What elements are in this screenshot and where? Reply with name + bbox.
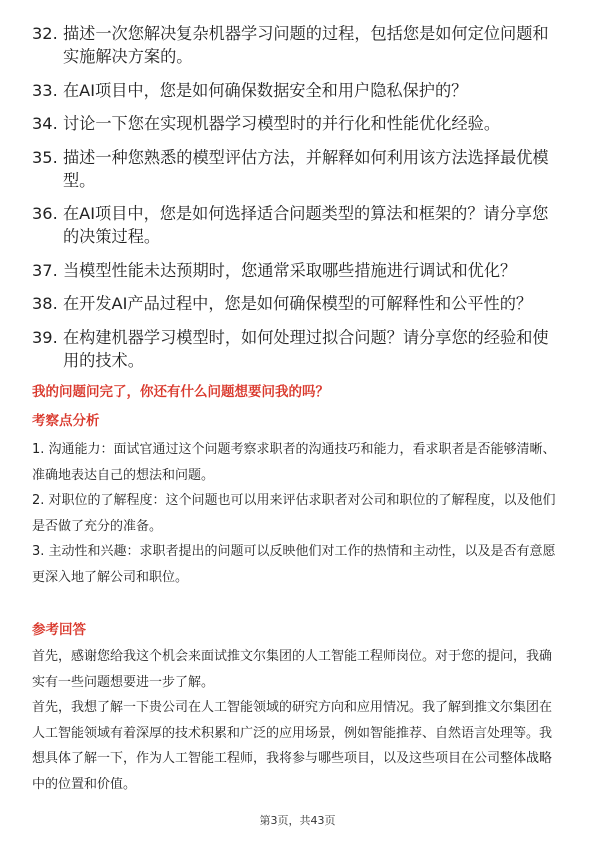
question-text: 当模型性能未达预期时，您通常采取哪些措施进行调试和优化？ [63, 260, 517, 280]
list-item [32, 22, 562, 68]
question-text: 在AI项目中，您是如何确保数据安全和用户隐私保护的？ [63, 80, 468, 100]
question-text: 在AI项目中，您是如何选择适合问题类型的算法和框架的？请分享您的决策过程。 [63, 204, 549, 246]
question-number: 39. [32, 327, 58, 347]
list-item [32, 292, 562, 315]
analysis-point: 2. 对职位的了解程度：这个问题也可以用来评估求职者对公司和职位的了解程度，以及他们是否做了充分的准备。 [32, 493, 556, 534]
analysis-section [32, 411, 562, 590]
analysis-heading: 考察点分析 [32, 413, 100, 429]
question-text: 讨论一下您在实现机器学习模型时的并行化和性能优化经验。 [63, 114, 501, 133]
list-item [32, 259, 562, 282]
question-text: 描述一种您熟悉的模型评估方法，并解释如何利用该方法选择最优模型。 [63, 147, 549, 190]
question-number: 34. [32, 114, 58, 133]
question-number: 35. [32, 147, 58, 167]
list-item [32, 79, 562, 102]
list-item [32, 326, 562, 372]
question-text: 在构建机器学习模型时，如何处理过拟合问题？请分享您的经验和使用的技术。 [63, 327, 549, 370]
reference-paragraph: 首先，感谢您给我这个机会来面试推文尔集团的人工智能工程师岗位。对于您的提问，我确实有一些问题想要进一步了解。 [32, 649, 553, 690]
final-question-section [32, 382, 562, 402]
analysis-point: 1. 沟通能力：面试官通过这个问题考察求职者的沟通技巧和能力，看求职者是否能够清晰、准确地表达自己的想法和问题。 [32, 442, 556, 483]
final-question-heading: 我的问题问完了，你还有什么问题想要问我的吗？ [32, 384, 329, 400]
question-number: 38. [32, 294, 58, 313]
reference-heading: 参考回答 [32, 622, 86, 638]
question-text: 在开发AI产品过程中，您是如何确保模型的可解释性和公平性的？ [63, 294, 533, 313]
question-number: 32. [32, 24, 58, 43]
reference-section [32, 620, 562, 797]
list-item [32, 202, 562, 248]
analysis-point: 3. 主动性和兴趣：求职者提出的问题可以反映他们对工作的热情和主动性，以及是否有意愿更深入地了解公司和职位。 [32, 544, 556, 585]
list-item [32, 112, 562, 135]
question-text: 描述一次您解决复杂机器学习问题的过程，包括您是如何定位问题和实施解决方案的。 [63, 24, 549, 66]
reference-paragraph: 首先，我想了解一下贵公司在人工智能领域的研究方向和应用情况。我了解到推文尔集团在人工智能领域有着深厚的技术积累和广泛的应用场景，例如智能推荐、自然语言处理等。我想具体了解一下，作为人工智能工程师，我将参与哪些项目，以及这些项目在公司整体战略中的位置和价值。 [32, 700, 553, 792]
question-list [32, 22, 562, 382]
question-number: 37. [32, 260, 58, 280]
question-number: 36. [32, 204, 58, 223]
page-footer: 第3页，共43页 [259, 814, 336, 827]
list-item [32, 146, 562, 192]
question-number: 33. [32, 80, 58, 100]
